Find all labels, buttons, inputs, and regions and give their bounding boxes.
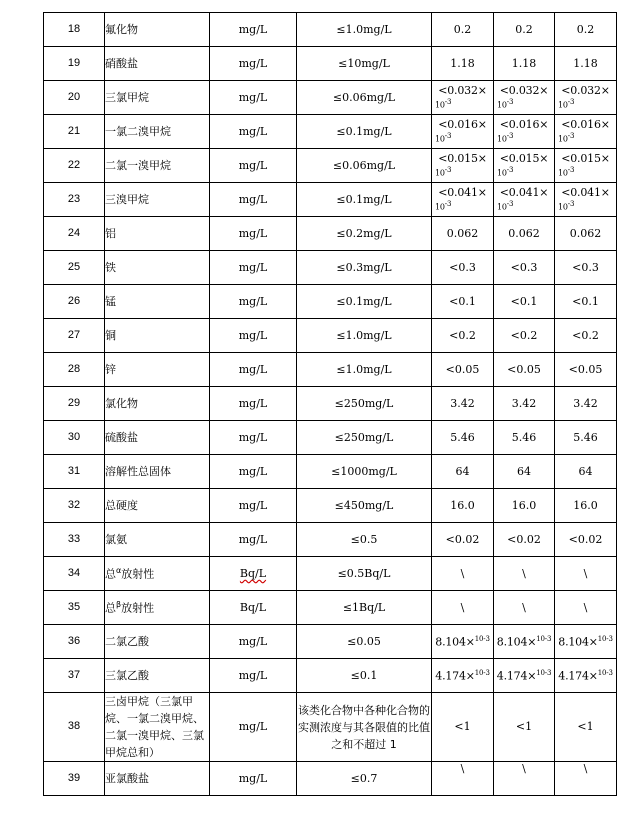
row-number: 21	[44, 115, 105, 149]
value-main: <0.032×	[561, 83, 610, 97]
value-cell-3	[555, 149, 617, 183]
indicator-name: 总硬度	[105, 489, 210, 523]
value-main: 8.104×	[496, 635, 537, 649]
exponent-base: 10	[435, 100, 445, 110]
value-cell-2: 16.0	[494, 489, 555, 523]
value-cell-2	[494, 183, 555, 217]
row-number: 36	[44, 625, 105, 659]
limit-cell: ≤0.7	[297, 762, 432, 796]
exponent-power: -3	[444, 165, 452, 174]
unit-cell: mg/L	[210, 693, 297, 762]
indicator-name: 硫酸盐	[105, 421, 210, 455]
unit-cell: mg/L	[210, 659, 297, 693]
indicator-name: 一氯二溴甲烷	[105, 115, 210, 149]
value-cell-2: 64	[494, 455, 555, 489]
unit-cell: mg/L	[210, 285, 297, 319]
value-cell-3: <0.2	[555, 319, 617, 353]
value-exponent	[555, 131, 616, 145]
value-exponent	[555, 199, 616, 213]
value-cell-2	[494, 115, 555, 149]
row-number: 28	[44, 353, 105, 387]
row-number: 22	[44, 149, 105, 183]
value-main: <0.016×	[438, 117, 487, 131]
value-main: <0.015×	[561, 151, 610, 165]
exponent-power: -3	[506, 131, 514, 140]
unit-cell: mg/L	[210, 183, 297, 217]
unit-cell: mg/L	[210, 489, 297, 523]
row-number: 35	[44, 591, 105, 625]
row-number: 39	[44, 762, 105, 796]
limit-cell: ≤0.1mg/L	[297, 115, 432, 149]
indicator-name: 铝	[105, 217, 210, 251]
value-cell-2: <0.02	[494, 523, 555, 557]
limit-cell: ≤0.1	[297, 659, 432, 693]
value-cell-3: <0.05	[555, 353, 617, 387]
row-number: 29	[44, 387, 105, 421]
table-body	[44, 13, 617, 796]
value-exponent	[432, 165, 493, 179]
value-exponent: 10-3	[474, 668, 490, 677]
unit-cell: mg/L	[210, 81, 297, 115]
exponent-power: -3	[506, 97, 514, 106]
value-main: <0.016×	[499, 117, 549, 131]
value-exponent: 10-3	[597, 668, 613, 677]
unit-cell: Bq/L	[210, 591, 297, 625]
value-cell-1: 0.062	[432, 217, 494, 251]
row-number: 33	[44, 523, 105, 557]
value-cell-1: \	[432, 762, 494, 796]
indicator-name: 铁	[105, 251, 210, 285]
exponent-power: -3	[506, 165, 514, 174]
name-suffix: 放射性	[121, 567, 155, 581]
value-cell-3: <1	[555, 693, 617, 762]
indicator-name: 三氯甲烷	[105, 81, 210, 115]
indicator-name	[105, 557, 210, 591]
limit-cell: ≤1000mg/L	[297, 455, 432, 489]
exponent-base: 10	[558, 100, 568, 110]
indicator-name: 锰	[105, 285, 210, 319]
value-main: 4.174×	[435, 669, 475, 683]
limit-cell: ≤250mg/L	[297, 421, 432, 455]
value-cell-2: <0.2	[494, 319, 555, 353]
exponent-power: -3	[444, 97, 452, 106]
indicator-name: 亚氯酸盐	[105, 762, 210, 796]
limit-cell: ≤0.06mg/L	[297, 81, 432, 115]
row-number: 20	[44, 81, 105, 115]
limit-cell: ≤10mg/L	[297, 47, 432, 81]
indicator-name: 二氯一溴甲烷	[105, 149, 210, 183]
exponent-power: -3	[567, 131, 575, 140]
value-cell-3: 64	[555, 455, 617, 489]
value-cell-1	[432, 625, 494, 659]
table-row	[44, 115, 617, 149]
row-number: 31	[44, 455, 105, 489]
table-row	[44, 285, 617, 319]
table-row	[44, 183, 617, 217]
limit-cell: ≤1.0mg/L	[297, 13, 432, 47]
row-number: 27	[44, 319, 105, 353]
exponent-base: 10	[497, 100, 507, 110]
exponent-base: 10	[497, 168, 507, 178]
table-row	[44, 47, 617, 81]
exponent-power: -3	[506, 199, 514, 208]
value-cell-3: 5.46	[555, 421, 617, 455]
row-number: 18	[44, 13, 105, 47]
row-number: 19	[44, 47, 105, 81]
exponent-power: -3	[567, 97, 575, 106]
indicator-name: 硝酸盐	[105, 47, 210, 81]
value-exponent	[494, 199, 554, 213]
value-main: <0.032×	[438, 83, 487, 97]
value-exponent: 10-3	[536, 668, 552, 677]
table-row	[44, 693, 617, 762]
value-cell-1: \	[432, 591, 494, 625]
value-cell-2: 3.42	[494, 387, 555, 421]
indicator-name: 氯化物	[105, 387, 210, 421]
value-main: 8.104×	[435, 635, 475, 649]
indicator-name: 三氯乙酸	[105, 659, 210, 693]
value-cell-2: 1.18	[494, 47, 555, 81]
row-number: 30	[44, 421, 105, 455]
value-cell-1: 64	[432, 455, 494, 489]
indicator-name: 锌	[105, 353, 210, 387]
unit-cell: mg/L	[210, 13, 297, 47]
value-main: 4.174×	[558, 669, 598, 683]
value-cell-1: 5.46	[432, 421, 494, 455]
value-cell-3	[555, 115, 617, 149]
table-row	[44, 625, 617, 659]
value-cell-2	[494, 81, 555, 115]
value-main: <0.016×	[561, 117, 610, 131]
value-cell-2: <0.05	[494, 353, 555, 387]
value-main: <0.015×	[438, 151, 487, 165]
row-number: 38	[44, 693, 105, 762]
exponent-base: 10	[558, 168, 568, 178]
value-cell-1: <0.05	[432, 353, 494, 387]
limit-cell: ≤1.0mg/L	[297, 319, 432, 353]
table-row	[44, 455, 617, 489]
exponent-base: 10	[435, 134, 445, 144]
value-main: <0.041×	[499, 185, 549, 199]
value-cell-3: 1.18	[555, 47, 617, 81]
unit-cell: mg/L	[210, 251, 297, 285]
value-cell-3	[555, 81, 617, 115]
exponent-power: -3	[444, 131, 452, 140]
value-cell-1	[432, 115, 494, 149]
value-cell-2: <0.1	[494, 285, 555, 319]
value-cell-2: 0.2	[494, 13, 555, 47]
value-cell-1: 0.2	[432, 13, 494, 47]
limit-cell: ≤0.06mg/L	[297, 149, 432, 183]
value-cell-3: <0.3	[555, 251, 617, 285]
value-exponent	[494, 165, 554, 179]
limit-cell: ≤0.5Bq/L	[297, 557, 432, 591]
row-number: 25	[44, 251, 105, 285]
value-cell-3: <0.1	[555, 285, 617, 319]
value-cell-2: \	[494, 591, 555, 625]
exponent-base: 10	[435, 202, 445, 212]
limit-cell: ≤0.2mg/L	[297, 217, 432, 251]
limit-cell: ≤1Bq/L	[297, 591, 432, 625]
row-number: 32	[44, 489, 105, 523]
indicator-name: 氯氨	[105, 523, 210, 557]
table-row	[44, 319, 617, 353]
table-row	[44, 557, 617, 591]
table-row	[44, 13, 617, 47]
unit-cell: mg/L	[210, 319, 297, 353]
value-cell-3: 0.062	[555, 217, 617, 251]
value-cell-1: <0.1	[432, 285, 494, 319]
unit-cell	[210, 557, 297, 591]
value-cell-1	[432, 149, 494, 183]
name-suffix: 放射性	[121, 601, 155, 615]
value-exponent	[555, 165, 616, 179]
value-cell-2: 0.062	[494, 217, 555, 251]
value-cell-1: <0.2	[432, 319, 494, 353]
unit-cell: mg/L	[210, 47, 297, 81]
limit-cell: ≤250mg/L	[297, 387, 432, 421]
name-prefix: 总	[105, 601, 116, 615]
limit-cell: 该类化合物中各种化合物的实测浓度与其各限值的比值之和不超过 1	[297, 693, 432, 762]
indicator-name: 铜	[105, 319, 210, 353]
unit-cell: mg/L	[210, 455, 297, 489]
value-exponent	[494, 97, 554, 111]
value-cell-2: <1	[494, 693, 555, 762]
value-cell-1	[432, 81, 494, 115]
value-cell-3	[555, 183, 617, 217]
unit-cell: mg/L	[210, 625, 297, 659]
unit-cell: mg/L	[210, 115, 297, 149]
value-cell-1: 3.42	[432, 387, 494, 421]
value-cell-2	[494, 149, 555, 183]
value-exponent: 10-3	[597, 634, 613, 643]
greek-letter: β	[116, 600, 122, 610]
value-cell-1: <0.02	[432, 523, 494, 557]
indicator-name: 三溴甲烷	[105, 183, 210, 217]
value-cell-3: <0.02	[555, 523, 617, 557]
value-cell-2: \	[494, 762, 555, 796]
limit-cell: ≤0.05	[297, 625, 432, 659]
unit-text: Bq/L	[239, 566, 267, 580]
value-cell-2	[494, 659, 555, 693]
value-cell-3: \	[555, 762, 617, 796]
value-cell-2: 5.46	[494, 421, 555, 455]
table-row	[44, 523, 617, 557]
exponent-power: -3	[567, 165, 575, 174]
value-cell-1: <0.3	[432, 251, 494, 285]
value-cell-1: 16.0	[432, 489, 494, 523]
table-row	[44, 81, 617, 115]
unit-cell: mg/L	[210, 762, 297, 796]
name-prefix: 总	[105, 567, 116, 581]
table-row	[44, 387, 617, 421]
indicator-name: 溶解性总固体	[105, 455, 210, 489]
table-row	[44, 149, 617, 183]
value-exponent	[432, 97, 493, 111]
row-number: 23	[44, 183, 105, 217]
table-row	[44, 421, 617, 455]
exponent-power: -3	[444, 199, 452, 208]
exponent-base: 10	[558, 134, 568, 144]
unit-cell: mg/L	[210, 523, 297, 557]
table-row	[44, 217, 617, 251]
indicator-name: 二氯乙酸	[105, 625, 210, 659]
value-exponent	[494, 131, 554, 145]
value-cell-3: \	[555, 557, 617, 591]
water-quality-table	[43, 12, 617, 796]
limit-cell: ≤1.0mg/L	[297, 353, 432, 387]
value-cell-1	[432, 659, 494, 693]
indicator-name: 三卤甲烷（三氯甲烷、一氯二溴甲烷、二氯一溴甲烷、三氯甲烷总和）	[105, 693, 210, 762]
table-row	[44, 762, 617, 796]
table-row	[44, 251, 617, 285]
value-main: 8.104×	[558, 635, 598, 649]
exponent-base: 10	[497, 202, 507, 212]
value-exponent: 10-3	[474, 634, 490, 643]
value-cell-3: 3.42	[555, 387, 617, 421]
value-cell-2	[494, 625, 555, 659]
value-main: 4.174×	[496, 669, 537, 683]
value-cell-3: \	[555, 591, 617, 625]
value-cell-3: 16.0	[555, 489, 617, 523]
value-cell-3	[555, 659, 617, 693]
limit-cell: ≤0.1mg/L	[297, 285, 432, 319]
limit-cell: ≤0.5	[297, 523, 432, 557]
value-exponent	[432, 199, 493, 213]
value-main: <0.015×	[499, 151, 549, 165]
value-cell-3	[555, 625, 617, 659]
table-row	[44, 353, 617, 387]
unit-cell: mg/L	[210, 387, 297, 421]
indicator-name: 氟化物	[105, 13, 210, 47]
value-cell-1: <1	[432, 693, 494, 762]
row-number: 34	[44, 557, 105, 591]
unit-cell: mg/L	[210, 353, 297, 387]
indicator-name	[105, 591, 210, 625]
limit-cell: ≤450mg/L	[297, 489, 432, 523]
unit-cell: mg/L	[210, 421, 297, 455]
limit-cell: ≤0.1mg/L	[297, 183, 432, 217]
value-exponent	[432, 131, 493, 145]
value-cell-2: \	[494, 557, 555, 591]
value-cell-1: \	[432, 557, 494, 591]
exponent-power: -3	[567, 199, 575, 208]
value-exponent: 10-3	[536, 634, 552, 643]
table-row	[44, 489, 617, 523]
table-row	[44, 659, 617, 693]
value-cell-1	[432, 183, 494, 217]
limit-cell: ≤0.3mg/L	[297, 251, 432, 285]
value-cell-3: 0.2	[555, 13, 617, 47]
row-number: 37	[44, 659, 105, 693]
greek-letter: α	[116, 566, 122, 576]
exponent-base: 10	[435, 168, 445, 178]
value-main: <0.032×	[499, 83, 549, 97]
unit-cell: mg/L	[210, 217, 297, 251]
exponent-base: 10	[558, 202, 568, 212]
unit-cell: mg/L	[210, 149, 297, 183]
row-number: 26	[44, 285, 105, 319]
row-number: 24	[44, 217, 105, 251]
table-row	[44, 591, 617, 625]
value-cell-1: 1.18	[432, 47, 494, 81]
value-main: <0.041×	[561, 185, 610, 199]
value-cell-2: <0.3	[494, 251, 555, 285]
value-main: <0.041×	[438, 185, 487, 199]
exponent-base: 10	[497, 134, 507, 144]
value-exponent	[555, 97, 616, 111]
